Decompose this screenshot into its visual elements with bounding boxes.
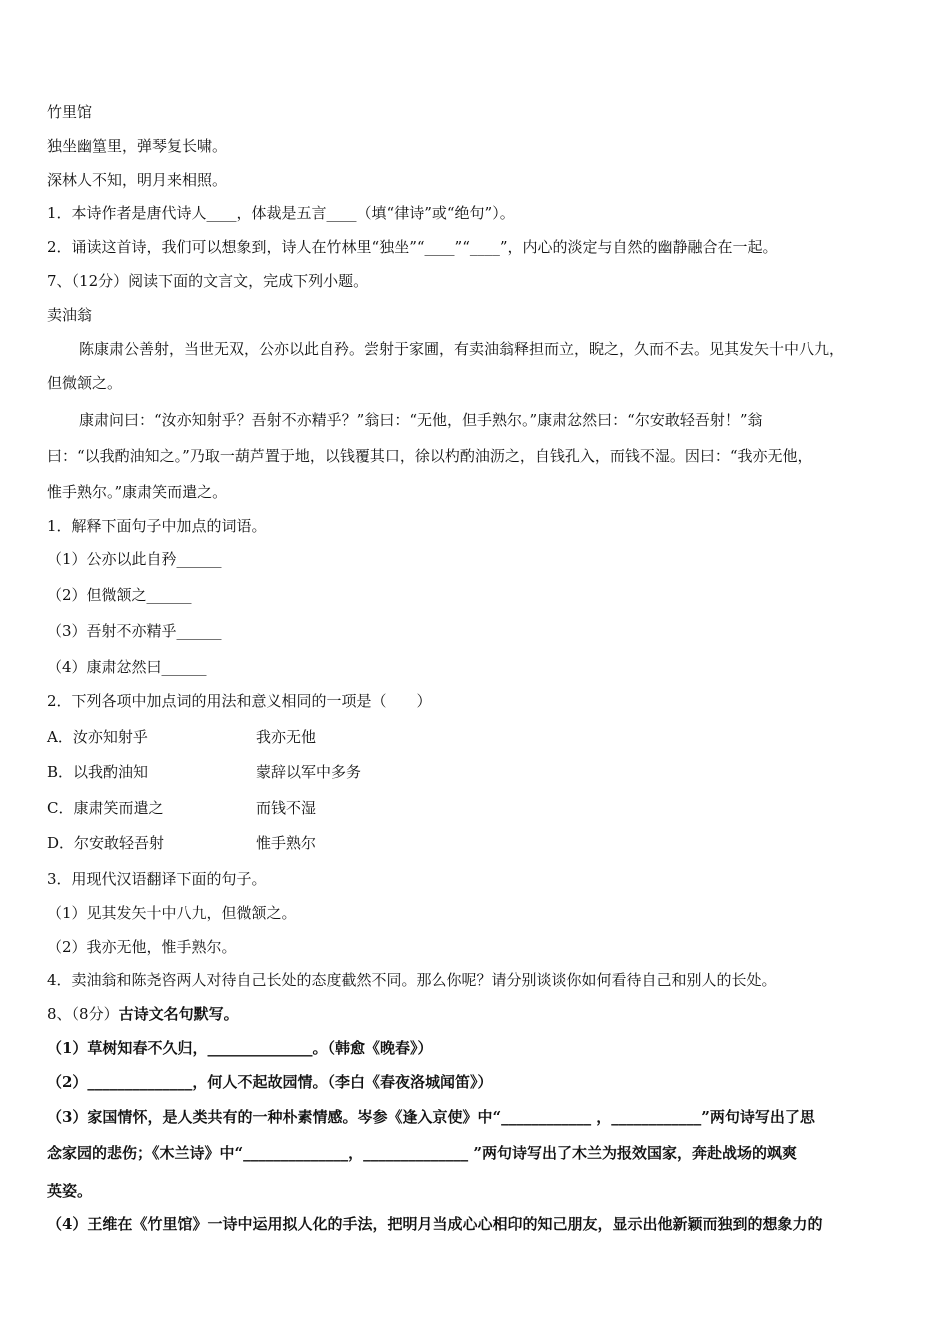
fill-item: 念家园的悲伤；《木兰诗》中“______________，______________ ”两句诗写出了木兰为报效国家，奔赴战场的飒爽 xyxy=(47,1144,797,1162)
question-item: （1）公亦以此自矜______ xyxy=(47,550,222,568)
poem-line: 深林人不知，明月来相照。 xyxy=(47,171,228,189)
section-number: 8、（8分） xyxy=(47,1005,119,1023)
option-row xyxy=(47,727,317,747)
passage-line: 曰：“以我酌油知之。”乃取一葫芦置于地，以钱覆其口，徐以杓酌油沥之，自钱孔入，而钱不湿。因曰：“我亦无他， xyxy=(47,447,813,465)
section-heading: 7、（12分）阅读下面的文言文，完成下列小题。 xyxy=(47,272,369,290)
question-text: 1．本诗作者是唐代诗人____，体裁是五言____（填“律诗”或“绝句”）。 xyxy=(47,204,515,222)
section-title: 古诗文名句默写。 xyxy=(118,1005,239,1023)
fill-item: （2）______________，何人不起故园情。（李白《春夜洛城闻笛》） xyxy=(47,1073,493,1091)
question-text: 2．诵读这首诗，我们可以想象到，诗人在竹林里“独坐”“____”“____”，内心的淡定与自然的幽静融合在一起。 xyxy=(47,238,778,256)
question-item: （1）见其发矢十中八九，但微颔之。 xyxy=(47,904,297,922)
option-pair: 蒙辞以军中多务 xyxy=(256,763,362,781)
passage-line: 康肃问曰：“汝亦知射乎？吾射不亦精乎？”翁曰：“无他，但手熟尔。”康肃忿然曰：“尔安敢轻吾射！”翁 xyxy=(79,411,763,429)
fill-item: （3）家国情怀，是人类共有的一种朴素情感。岑参《逢入京使》中“____________ ，____________”两句诗写出了思 xyxy=(47,1108,815,1126)
passage-title: 卖油翁 xyxy=(47,306,93,324)
option-row xyxy=(47,798,317,818)
option-row xyxy=(47,833,317,853)
fill-item: （1）草树知春不久归，______________。（韩愈《晚春》） xyxy=(47,1039,433,1057)
question-item: （2）我亦无他，惟手熟尔。 xyxy=(47,938,237,956)
question-stem: 2．下列各项中加点词的用法和意义相同的一项是（ ） xyxy=(47,692,432,710)
option-label: C．康肃笑而遣之 xyxy=(47,799,164,817)
poem-title: 竹里馆 xyxy=(47,103,93,121)
poem-line: 独坐幽篁里，弹琴复长啸。 xyxy=(47,137,228,155)
passage-line: 陈康肃公善射，当世无双，公亦以此自矜。尝射于家圃，有卖油翁释担而立，睨之，久而不去。见其发矢十中八九， xyxy=(79,340,845,358)
passage-line: 但微颔之。 xyxy=(47,374,123,392)
fill-item: （4）王维在《竹里馆》一诗中运用拟人化的手法，把明月当成心心相印的知己朋友，显示出他新颖而独到的想象力的 xyxy=(47,1215,823,1233)
passage-line: 惟手熟尔。”康肃笑而遣之。 xyxy=(47,483,228,501)
option-label: B．以我酌油知 xyxy=(47,763,149,781)
question-stem: 1．解释下面句子中加点的词语。 xyxy=(47,517,267,535)
option-label: D．尔安敢轻吾射 xyxy=(47,834,165,852)
fill-item: 英姿。 xyxy=(47,1182,93,1200)
option-pair: 惟手熟尔 xyxy=(256,834,317,852)
question-item: （3）吾射不亦精乎______ xyxy=(47,622,222,640)
option-label: A．汝亦知射乎 xyxy=(47,728,148,746)
option-pair: 我亦无他 xyxy=(256,728,317,746)
section-heading xyxy=(47,1004,239,1024)
question-stem: 3．用现代汉语翻译下面的句子。 xyxy=(47,870,267,888)
question-item: （2）但微颔之______ xyxy=(47,586,192,604)
option-row xyxy=(47,762,362,782)
question-item: （4）康肃忿然曰______ xyxy=(47,658,207,676)
option-pair: 而钱不湿 xyxy=(256,799,317,817)
question-stem: 4．卖油翁和陈尧咨两人对待自己长处的态度截然不同。那么你呢？请分别谈谈你如何看待自己和别人的长处。 xyxy=(47,971,777,989)
